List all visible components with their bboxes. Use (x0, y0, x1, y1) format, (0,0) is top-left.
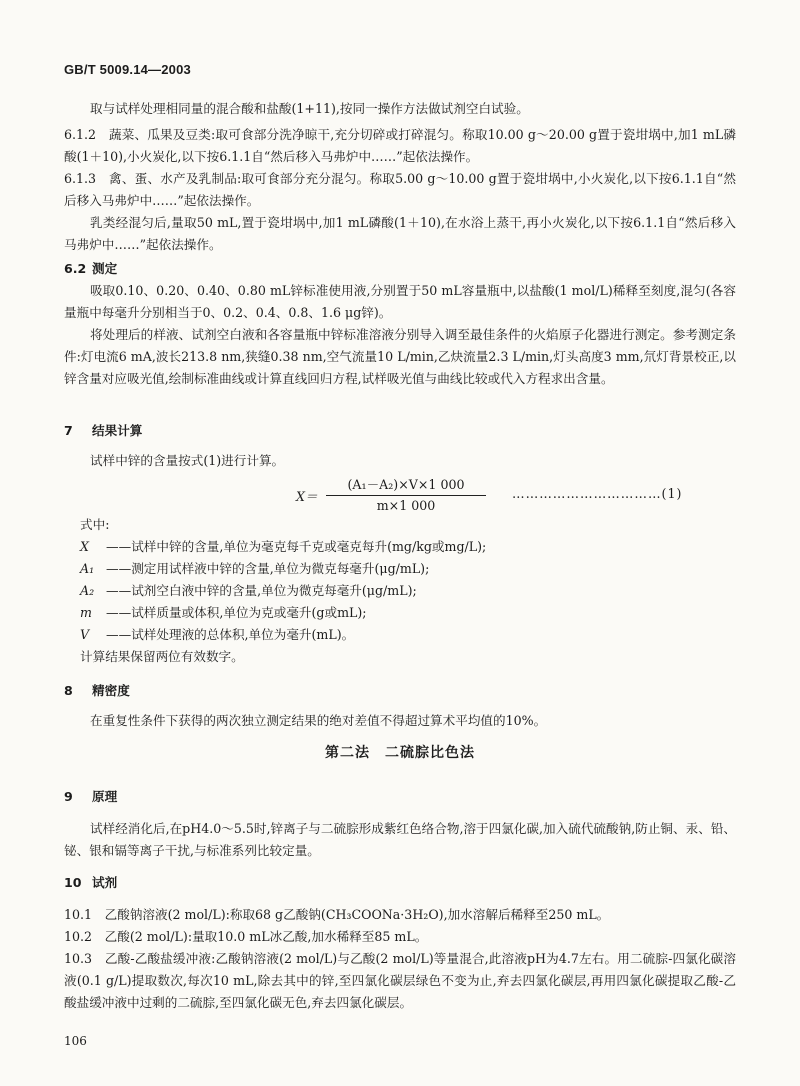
variable-symbol: m (80, 605, 92, 620)
section-number: 7 (64, 423, 73, 438)
paragraph-9: 试样经消化后,在pH4.0～5.5时,锌离子与二硫腙形成紫红色络合物,溶于四氯化碳,加入硫代硫酸钠,防止铜、汞、铅、铋、银和镉等离子干扰,与标准系列比较定量。 (64, 821, 736, 858)
section-title: 测定 (92, 261, 118, 276)
section-7-heading (64, 420, 142, 439)
where-label: 式中: (80, 517, 110, 532)
variable-description: ——试样中锌的含量,单位为毫克每千克或毫克每升(mg/kg或mg/L); (106, 539, 487, 554)
method-title: 第二法 二硫腙比色法 (325, 745, 475, 761)
variable-description: ——试样质量或体积,单位为克或毫升(g或mL); (106, 605, 367, 620)
formula-fraction (326, 474, 486, 513)
formula-1 (296, 474, 736, 518)
formula-denominator: m×1 000 (376, 498, 436, 513)
formula-numerator: (A₁－A₂)×V×1 000 (326, 474, 486, 496)
section-number: 9 (64, 789, 73, 804)
section-10-heading (64, 872, 117, 891)
paragraph-10-3: 10.3 乙酸-乙酸盐缓冲液:乙酸钠溶液(2 mol/L)与乙酸(2 mol/L)等量混合,此溶液pH为4.7左右。用二硫腙-四氯化碳溶液(0.1 g/L)提取数次,每次10 mL,除去其中的锌,至四氯化碳层绿色不变为止,弃去四氯化碳层,再用四氯化碳提取乙酸-乙酸盐缓冲液中过剩的二硫腙,至四氯化碳无色,弃去四氯化碳层。 (64, 951, 736, 1010)
section-6-2-heading (64, 258, 117, 277)
variable-symbol: X (80, 539, 89, 554)
formula-tag: ……………………………(1) (512, 486, 683, 501)
paragraph-6-1-2: 6.1.2 蔬菜、瓜果及豆类:取可食部分洗净晾干,充分切碎或打碎混匀。称取10.00 g～20.00 g置于瓷坩埚中,加1 mL磷酸(1＋10),小火炭化,以下按6.1.1自“然后移入马弗炉中……”起依法操作。 (64, 127, 736, 164)
standard-number-header: GB/T 5009.14—2003 (64, 62, 191, 77)
variable-row (80, 624, 720, 646)
variable-row (80, 580, 720, 602)
paragraph-6-2-measurement: 将处理后的样液、试剂空白液和各容量瓶中锌标准溶液分别导入调至最佳条件的火焰原子化器进行测定。参考测定条件:灯电流6 mA,波长213.8 nm,狭缝0.38 nm,空气流量10 L/min,乙炔流量2.3 L/min,灯头高度3 mm,氘灯背景校正,以锌含量对应吸光值,绘制标准曲线或计算直线回归方程,试样吸光值与曲线比较或代入方程求出含量。 (64, 327, 736, 386)
variable-symbol: A₁ (80, 561, 95, 576)
section-9-heading (64, 786, 117, 805)
paragraph-6-1-1-tail: 取与试样处理相同量的混合酸和盐酸(1+11),按同一操作方法做试剂空白试验。 (90, 101, 529, 116)
paragraph-6-2-standards: 吸取0.10、0.20、0.40、0.80 mL锌标准使用液,分别置于50 mL容量瓶中,以盐酸(1 mol/L)稀释至刻度,混匀(各容量瓶中每毫升分别相当于0、0.2、0.4、0.8、1.6 μg锌)。 (64, 283, 736, 320)
variable-row (80, 536, 720, 558)
page-number: 106 (64, 1034, 87, 1048)
variable-symbol: V (80, 627, 90, 642)
section-title: 原理 (92, 789, 118, 804)
paragraph-10-1: 10.1 乙酸钠溶液(2 mol/L):称取68 g乙酸钠(CH₃COONa·3H₂O),加水溶解后稀释至250 mL。 (64, 907, 610, 922)
section-8-heading (64, 680, 130, 699)
paragraph-8: 在重复性条件下获得的两次独立测定结果的绝对差值不得超过算术平均值的10%。 (90, 713, 547, 728)
variable-row (80, 558, 720, 580)
section-number: 6.2 (64, 261, 87, 276)
paragraph-10-2: 10.2 乙酸(2 mol/L):量取10.0 mL冰乙酸,加水稀释至85 mL。 (64, 929, 428, 944)
variable-row (80, 602, 720, 624)
paragraph-7-intro: 试样中锌的含量按式(1)进行计算。 (90, 453, 285, 468)
formula-lhs: X＝ (296, 489, 318, 504)
section-number: 8 (64, 683, 73, 698)
variable-description: ——试剂空白液中锌的含量,单位为微克每毫升(μg/mL); (106, 583, 417, 598)
section-title: 试剂 (92, 875, 118, 890)
section-title: 精密度 (92, 683, 130, 698)
section-title: 结果计算 (92, 423, 143, 438)
paragraph-7-rounding: 计算结果保留两位有效数字。 (80, 649, 244, 664)
variable-symbol: A₂ (80, 583, 95, 598)
paragraph-6-1-3: 6.1.3 禽、蛋、水产及乳制品:取可食部分充分混匀。称取5.00 g～10.00 g置于瓷坩埚中,小火炭化,以下按6.1.1自“然后移入马弗炉中……”起依法操作。 (64, 171, 736, 208)
paragraph-milk: 乳类经混匀后,量取50 mL,置于瓷坩埚中,加1 mL磷酸(1＋10),在水浴上蒸干,再小火炭化,以下按6.1.1自“然后移入马弗炉中……”起依法操作。 (64, 215, 736, 252)
variable-description: ——测定用试样液中锌的含量,单位为微克每毫升(μg/mL); (106, 561, 430, 576)
variable-description: ——试样处理液的总体积,单位为毫升(mL)。 (106, 627, 355, 642)
section-number: 10 (64, 875, 82, 890)
